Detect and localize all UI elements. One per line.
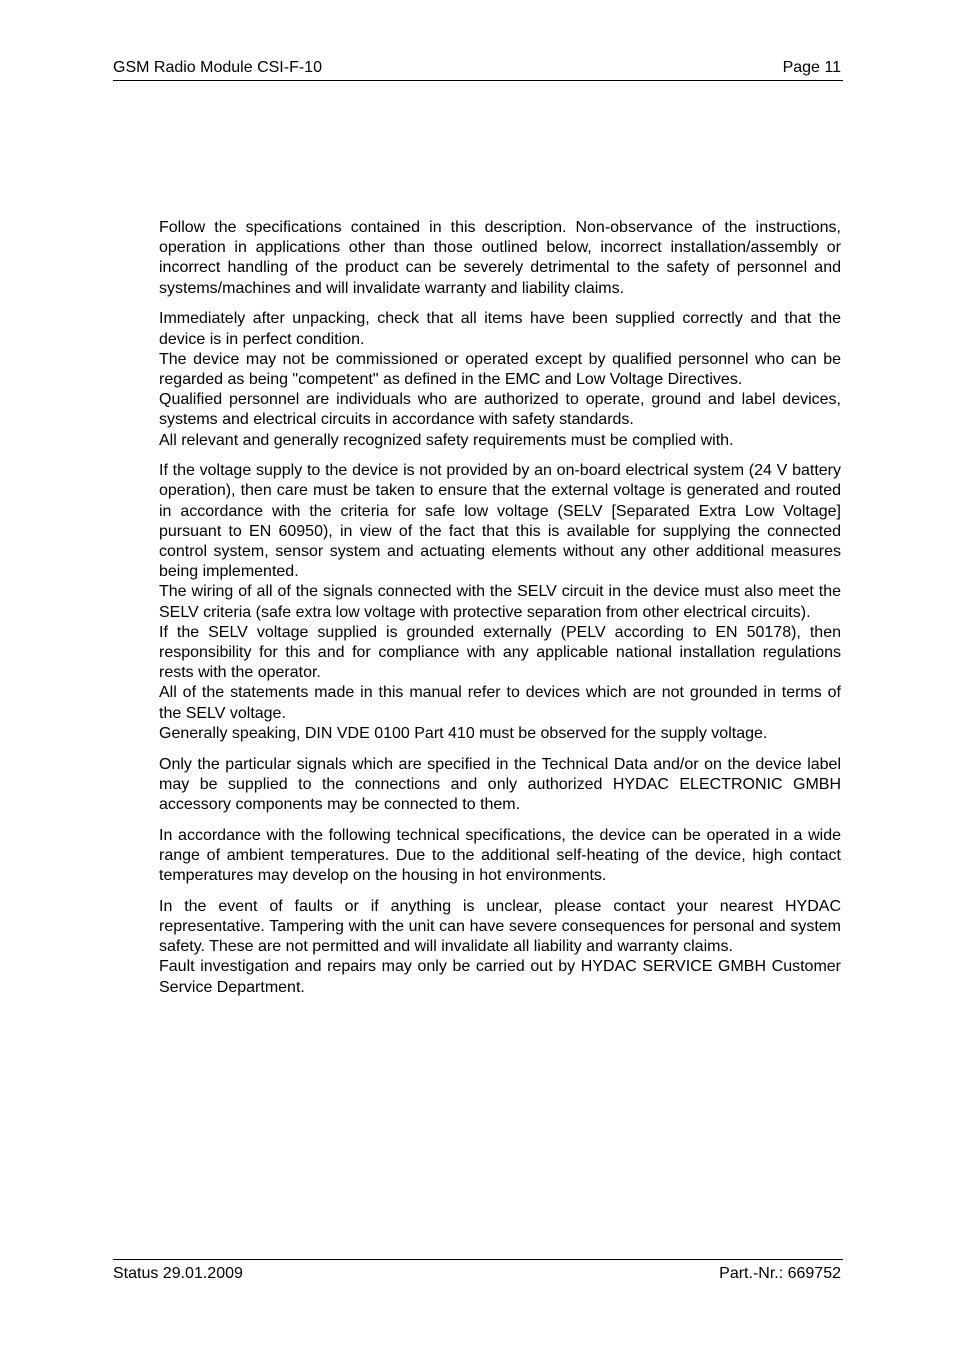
document-title: GSM Radio Module CSI-F-10 (113, 59, 322, 76)
paragraph-qualified-commissioning: The device may not be commissioned or operated except by qualified personnel who can be regarded as being "competent" as defined in the EMC and Low Voltage Directives. (159, 350, 841, 388)
document-body (159, 218, 841, 998)
paragraph-qualified-personnel: Qualified personnel are individuals who are authorized to operate, ground and label devices, systems and electrical circuits in accordance with safety standards. (159, 391, 841, 429)
page-header (113, 58, 843, 81)
paragraph-safety-requirements: All relevant and generally recognized safety requirements must be complied with. (159, 431, 734, 449)
paragraph-unpacking-check: Immediately after unpacking, check that all items have been supplied correctly and that the device is in perfect condition. (159, 310, 841, 348)
page-footer (113, 1259, 843, 1286)
paragraph-faults-contact: In the event of faults or if anything is unclear, please contact your nearest HYDAC representative. Tampering with the unit can have severe consequences for personal and system safety. These are not permitted and will invalidate all liability and warranty claims. (159, 897, 841, 956)
paragraph-din-vde: Generally speaking, DIN VDE 0100 Part 410 must be observed for the supply voltage. (159, 724, 768, 742)
paragraph-selv-wiring: The wiring of all of the signals connected with the SELV circuit in the device must also meet the SELV criteria (safe extra low voltage with protective separation from other electrical circuits). (159, 583, 841, 621)
paragraph-pelv-grounding: If the SELV voltage supplied is grounded externally (PELV according to EN 50178), then responsibility for this and for compliance with any applicable national installation regulations rests with the operator. (159, 623, 841, 682)
page-number: Page 11 (782, 59, 841, 76)
status-date: Status 29.01.2009 (113, 1265, 243, 1282)
paragraph-not-grounded: All of the statements made in this manual refer to devices which are not grounded in terms of the SELV voltage. (159, 684, 841, 722)
paragraph-ambient-temperatures: In accordance with the following technical specifications, the device can be operated in a wide range of ambient temperatures. Due to the additional self-heating of the device, high contact temperatures may develop on the housing in hot environments. (159, 826, 841, 885)
paragraph-repairs: Fault investigation and repairs may only be carried out by HYDAC SERVICE GMBH Customer Service Department. (159, 958, 841, 996)
paragraph-selv-supply: If the voltage supply to the device is not provided by an on-board electrical system (24 V battery operation), then care must be taken to ensure that the external voltage is generated and routed in accordance with the criteria for safe low voltage (SELV [Separated Extra Low Voltage] pursuant to EN 60950), in view of the fact that this is available for supplying the connected control system, sensor system and actuating elements without any other additional measures being implemented. (159, 462, 841, 581)
part-number: Part.-Nr.: 669752 (719, 1265, 841, 1282)
paragraph-signals-connections: Only the particular signals which are specified in the Technical Data and/or on the device label may be supplied to the connections and only authorized HYDAC ELECTRONIC GMBH accessory components may be connected to them. (159, 755, 841, 813)
paragraph-intended-use: Follow the specifications contained in this description. Non-observance of the instructions, operation in applications other than those outlined below, incorrect installation/assembly or incorrect handling of the product can be severely detrimental to the safety of personnel and systems/machines and will invalidate warranty and liability claims. (159, 219, 841, 297)
